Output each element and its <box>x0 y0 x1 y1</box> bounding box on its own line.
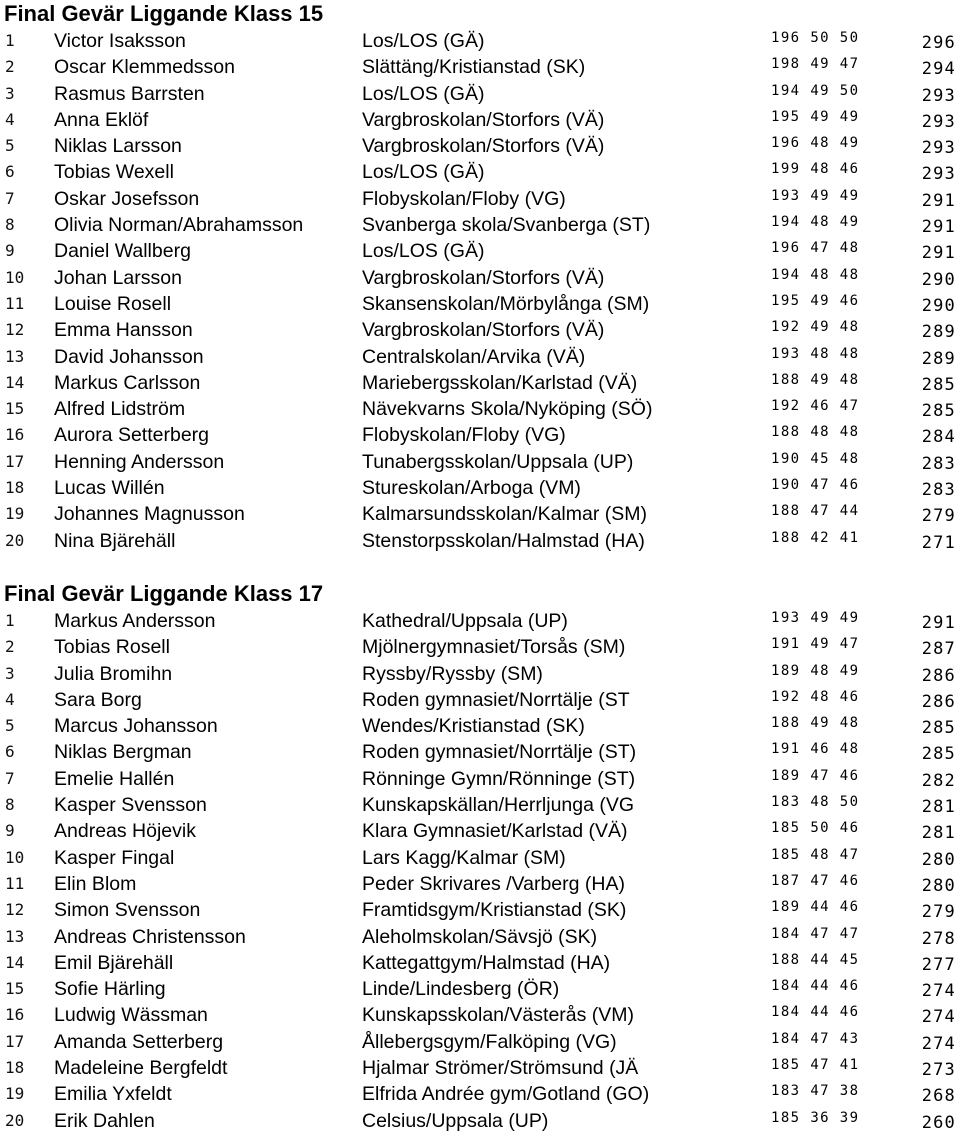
athlete-name: Niklas Larsson <box>54 135 182 158</box>
total-score: 281 <box>921 797 956 818</box>
club-name: Roden gymnasiet/Norrtälje (ST <box>362 688 630 711</box>
athlete-name: Oskar Josefsson <box>54 187 200 210</box>
total-score: 293 <box>921 111 956 132</box>
athlete-name: Ludwig Wässman <box>54 1004 208 1027</box>
total-score: 291 <box>921 243 956 264</box>
club-name: Klara Gymnasiet/Karlstad (VÄ) <box>362 820 628 843</box>
total-score: 293 <box>921 85 956 106</box>
series-scores: 196 47 48 <box>771 240 860 257</box>
club-name: Nävekvarns Skola/Nyköping (SÖ) <box>362 398 653 421</box>
rank-cell: 2 <box>5 57 15 77</box>
athlete-name: Kasper Svensson <box>54 794 207 817</box>
rank-cell: 14 <box>5 372 25 392</box>
athlete-name: Emma Hansson <box>54 319 193 342</box>
total-score: 278 <box>921 928 956 949</box>
club-name: Los/LOS (GÄ) <box>362 240 485 263</box>
club-name: Kattegattgym/Halmstad (HA) <box>362 951 611 974</box>
total-score: 273 <box>921 1060 956 1081</box>
athlete-name: Louise Rosell <box>54 292 172 315</box>
rank-cell: 17 <box>5 451 25 471</box>
club-name: Rönninge Gymn/Rönninge (ST) <box>362 767 636 790</box>
club-name: Flobyskolan/Floby (VG) <box>362 424 566 447</box>
athlete-name: Lucas Willén <box>54 477 165 500</box>
total-score: 271 <box>921 532 956 553</box>
rank-cell: 19 <box>5 504 25 524</box>
total-score: 268 <box>921 1086 956 1107</box>
rank-cell: 4 <box>5 689 15 709</box>
series-scores: 193 48 48 <box>771 345 860 362</box>
rank-cell: 16 <box>5 1005 25 1025</box>
rank-cell: 13 <box>5 926 25 946</box>
series-scores: 192 49 48 <box>771 319 860 336</box>
total-score: 291 <box>921 217 956 238</box>
series-scores: 195 49 49 <box>771 108 860 125</box>
rank-cell: 2 <box>5 637 15 657</box>
athlete-name: Johan Larsson <box>54 266 182 289</box>
rank-cell: 12 <box>5 900 25 920</box>
athlete-name: Henning Andersson <box>54 450 225 473</box>
club-name: Mjölnergymnasiet/Torsås (SM) <box>362 636 626 659</box>
series-scores: 188 49 48 <box>771 715 860 732</box>
club-name: Lars Kagg/Kalmar (SM) <box>362 846 566 869</box>
rank-cell: 9 <box>5 821 15 841</box>
series-scores: 185 47 41 <box>771 1057 860 1074</box>
club-name: Los/LOS (GÄ) <box>362 82 485 105</box>
total-score: 285 <box>921 374 956 395</box>
total-score: 274 <box>921 981 956 1002</box>
rank-cell: 5 <box>5 716 15 736</box>
total-score: 285 <box>921 401 956 422</box>
club-name: Ryssby/Ryssby (SM) <box>362 662 543 685</box>
rank-cell: 15 <box>5 979 25 999</box>
series-scores: 196 48 49 <box>771 135 860 152</box>
total-score: 274 <box>921 1007 956 1028</box>
rank-cell: 10 <box>5 847 25 867</box>
club-name: Vargbroskolan/Storfors (VÄ) <box>362 108 605 131</box>
total-score: 286 <box>921 665 956 686</box>
series-scores: 193 49 49 <box>771 610 860 626</box>
club-name: Aleholmskolan/Sävsjö (SK) <box>362 925 598 948</box>
athlete-name: Andreas Höjevik <box>54 820 196 843</box>
series-scores: 194 48 48 <box>771 266 860 283</box>
athlete-name: Oscar Klemmedsson <box>54 56 235 79</box>
series-scores: 189 47 46 <box>771 767 860 784</box>
athlete-name: Marcus Johansson <box>54 715 218 738</box>
rank-cell: 13 <box>5 346 25 366</box>
total-score: 286 <box>921 691 956 712</box>
club-name: Wendes/Kristianstad (SK) <box>362 715 585 738</box>
rank-cell: 17 <box>5 1031 25 1051</box>
athlete-name: Sara Borg <box>54 688 142 711</box>
rank-cell: 7 <box>5 768 15 788</box>
total-score: 279 <box>921 506 956 527</box>
rank-cell: 6 <box>5 162 15 182</box>
series-scores: 188 44 45 <box>771 951 860 968</box>
series-scores: 190 45 48 <box>771 450 860 467</box>
total-score: 283 <box>921 453 956 474</box>
series-scores: 194 49 50 <box>771 82 860 99</box>
athlete-name: Amanda Setterberg <box>54 1030 224 1053</box>
club-name: Kunskapsskolan/Västerås (VM) <box>362 1004 635 1027</box>
club-name: Peder Skrivares /Varberg (HA) <box>362 872 625 895</box>
club-name: Slättäng/Kristianstad (SK) <box>362 56 586 79</box>
total-score: 289 <box>921 322 956 343</box>
total-score: 282 <box>921 770 956 791</box>
rank-cell: 19 <box>5 1084 25 1104</box>
total-score: 294 <box>921 59 956 80</box>
total-score: 260 <box>921 1112 956 1133</box>
series-scores: 188 49 48 <box>771 371 860 388</box>
rank-cell: 3 <box>5 663 15 683</box>
series-scores: 184 44 46 <box>771 1004 860 1021</box>
club-name: Framtidsgym/Kristianstad (SK) <box>362 899 627 922</box>
series-scores: 195 49 46 <box>771 292 860 309</box>
total-score: 280 <box>921 849 956 870</box>
series-scores: 199 48 46 <box>771 161 860 178</box>
total-score: 291 <box>921 190 956 211</box>
series-scores: 189 44 46 <box>771 899 860 916</box>
series-scores: 190 47 46 <box>771 477 860 494</box>
series-scores: 192 48 46 <box>771 688 860 705</box>
results-list <box>0 608 960 1134</box>
athlete-name: David Johansson <box>54 345 204 368</box>
club-name: Kathedral/Uppsala (UP) <box>362 610 568 632</box>
series-scores: 185 36 39 <box>771 1109 860 1126</box>
athlete-name: Emilia Yxfeldt <box>54 1083 172 1106</box>
series-scores: 189 48 49 <box>771 662 860 679</box>
total-score: 285 <box>921 744 956 765</box>
series-scores: 196 50 50 <box>771 30 860 46</box>
club-name: Centralskolan/Arvika (VÄ) <box>362 345 586 368</box>
series-scores: 185 50 46 <box>771 820 860 837</box>
series-scores: 192 46 47 <box>771 398 860 415</box>
rank-cell: 16 <box>5 425 25 445</box>
total-score: 274 <box>921 1033 956 1054</box>
total-score: 290 <box>921 269 956 290</box>
series-scores: 191 46 48 <box>771 741 860 758</box>
club-name: Ållebergsgym/Falköping (VG) <box>362 1030 617 1053</box>
rank-cell: 1 <box>5 31 15 50</box>
rank-cell: 10 <box>5 267 25 287</box>
total-score: 285 <box>921 718 956 739</box>
series-scores: 184 44 46 <box>771 978 860 995</box>
club-name: Flobyskolan/Floby (VG) <box>362 187 566 210</box>
rank-cell: 11 <box>5 873 25 893</box>
total-score: 296 <box>921 33 956 53</box>
rank-cell: 8 <box>5 795 15 815</box>
rank-cell: 18 <box>5 1058 25 1078</box>
rank-cell: 14 <box>5 952 25 972</box>
athlete-name: Tobias Rosell <box>54 636 170 659</box>
series-scores: 194 48 49 <box>771 214 860 231</box>
series-scores: 187 47 46 <box>771 872 860 889</box>
athlete-name: Markus Andersson <box>54 610 216 632</box>
rank-cell: 8 <box>5 215 15 235</box>
result-row <box>0 528 960 554</box>
rank-cell: 7 <box>5 188 15 208</box>
club-name: Elfrida Andrée gym/Gotland (GO) <box>362 1083 650 1106</box>
total-score: 281 <box>921 823 956 844</box>
athlete-name: Olivia Norman/Abrahamsson <box>54 214 304 237</box>
club-name: Kunskapskällan/Herrljunga (VG <box>362 794 635 817</box>
total-score: 277 <box>921 954 956 975</box>
series-scores: 188 42 41 <box>771 529 860 546</box>
athlete-name: Simon Svensson <box>54 899 201 922</box>
club-name: Roden gymnasiet/Norrtälje (ST) <box>362 741 637 764</box>
athlete-name: Emil Bjärehäll <box>54 951 174 974</box>
rank-cell: 11 <box>5 293 25 313</box>
athlete-name: Julia Bromihn <box>54 662 173 685</box>
rank-cell: 15 <box>5 399 25 419</box>
series-scores: 183 47 38 <box>771 1083 860 1100</box>
club-name: Stenstorpsskolan/Halmstad (HA) <box>362 529 645 552</box>
athlete-name: Erik Dahlen <box>54 1109 155 1132</box>
rank-cell: 6 <box>5 742 15 762</box>
club-name: Tunabergsskolan/Uppsala (UP) <box>362 450 634 473</box>
athlete-name: Anna Eklöf <box>54 108 149 131</box>
total-score: 280 <box>921 875 956 896</box>
total-score: 291 <box>921 613 956 633</box>
total-score: 287 <box>921 639 956 660</box>
total-score: 284 <box>921 427 956 448</box>
result-row <box>0 1108 960 1134</box>
rank-cell: 4 <box>5 109 15 129</box>
athlete-name: Johannes Magnusson <box>54 503 245 526</box>
athlete-name: Rasmus Barrsten <box>54 82 205 105</box>
club-name: Celsius/Uppsala (UP) <box>362 1109 549 1132</box>
total-score: 283 <box>921 480 956 501</box>
athlete-name: Sofie Härling <box>54 978 166 1001</box>
total-score: 290 <box>921 295 956 316</box>
club-name: Vargbroskolan/Storfors (VÄ) <box>362 135 605 158</box>
athlete-name: Andreas Christensson <box>54 925 246 948</box>
rank-cell: 9 <box>5 241 15 261</box>
club-name: Los/LOS (GÄ) <box>362 30 485 52</box>
athlete-name: Alfred Lidström <box>54 398 186 421</box>
series-scores: 191 49 47 <box>771 636 860 653</box>
series-scores: 184 47 47 <box>771 925 860 942</box>
athlete-name: Tobias Wexell <box>54 161 174 184</box>
rank-cell: 12 <box>5 320 25 340</box>
series-scores: 193 49 49 <box>771 187 860 204</box>
club-name: Vargbroskolan/Storfors (VÄ) <box>362 266 605 289</box>
total-score: 289 <box>921 348 956 369</box>
section-title: Final Gevär Liggande Klass 15 <box>4 1 324 26</box>
total-score: 279 <box>921 902 956 923</box>
club-name: Svanberga skola/Svanberga (ST) <box>362 214 651 237</box>
athlete-name: Daniel Wallberg <box>54 240 191 263</box>
rank-cell: 1 <box>5 611 15 630</box>
athlete-name: Aurora Setterberg <box>54 424 210 447</box>
club-name: Los/LOS (GÄ) <box>362 161 485 184</box>
club-name: Hjalmar Strömer/Strömsund (JÄ <box>362 1057 639 1080</box>
club-name: Skansenskolan/Mörbylånga (SM) <box>362 292 650 315</box>
rank-cell: 20 <box>5 1110 25 1130</box>
club-name: Vargbroskolan/Storfors (VÄ) <box>362 319 605 342</box>
rank-cell: 20 <box>5 530 25 550</box>
series-scores: 185 48 47 <box>771 846 860 863</box>
athlete-name: Madeleine Bergfeldt <box>54 1057 228 1080</box>
athlete-name: Emelie Hallén <box>54 767 175 790</box>
series-scores: 183 48 50 <box>771 794 860 811</box>
club-name: Linde/Lindesberg (ÖR) <box>362 978 560 1001</box>
series-scores: 188 47 44 <box>771 503 860 520</box>
total-score: 293 <box>921 164 956 185</box>
club-name: Kalmarsundsskolan/Kalmar (SM) <box>362 503 648 526</box>
athlete-name: Niklas Bergman <box>54 741 192 764</box>
athlete-name: Nina Bjärehäll <box>54 529 176 552</box>
athlete-name: Victor Isaksson <box>54 30 186 52</box>
athlete-name: Kasper Fingal <box>54 846 175 869</box>
rank-cell: 5 <box>5 136 15 156</box>
results-list <box>0 28 960 554</box>
club-name: Mariebergsskolan/Karlstad (VÄ) <box>362 371 638 394</box>
athlete-name: Markus Carlsson <box>54 371 201 394</box>
series-scores: 184 47 43 <box>771 1030 860 1047</box>
series-scores: 198 49 47 <box>771 56 860 73</box>
total-score: 293 <box>921 138 956 159</box>
series-scores: 188 48 48 <box>771 424 860 441</box>
club-name: Stureskolan/Arboga (VM) <box>362 477 581 500</box>
rank-cell: 3 <box>5 83 15 103</box>
athlete-name: Elin Blom <box>54 872 137 895</box>
section-title: Final Gevär Liggande Klass 17 <box>4 581 324 606</box>
rank-cell: 18 <box>5 478 25 498</box>
